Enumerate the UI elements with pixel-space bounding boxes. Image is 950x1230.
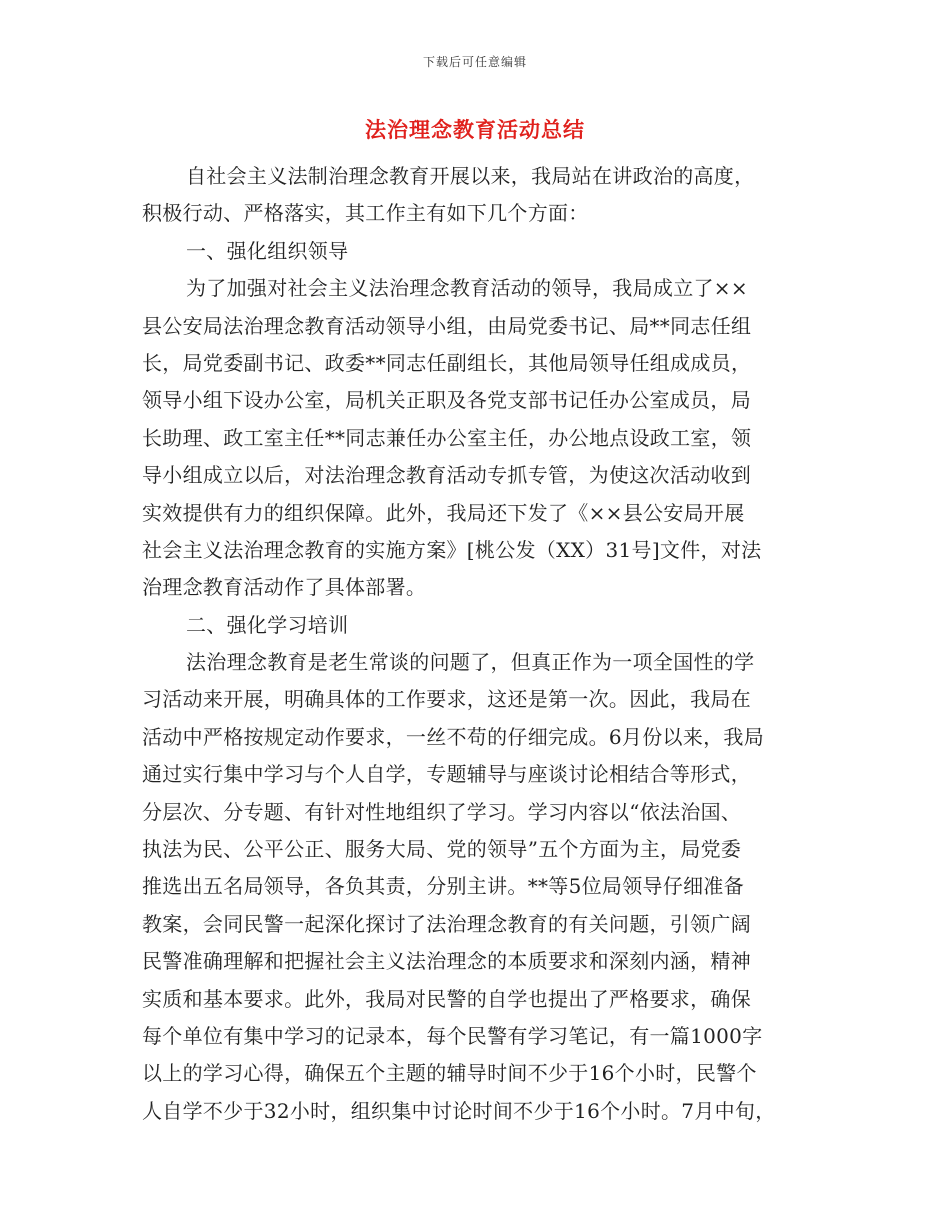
body-line: 通过实行集中学习与个人自学，专题辅导与座谈讨论相结合等形式， bbox=[142, 762, 751, 787]
body-line: 实质和基本要求。此外，我局对民警的自学也提出了严格要求，确保 bbox=[142, 986, 751, 1011]
body-line: 长助理、政工室主任**同志兼任办公室主任，办公地点设政工室，领 bbox=[142, 425, 752, 450]
body-line: 推选出五名局领导，各负其责，分别主讲。**等5位局领导仔细准备 bbox=[142, 874, 745, 899]
body-line: 县公安局法治理念教育活动领导小组，由局党委书记、局**同志任组 bbox=[142, 313, 752, 338]
page-header-note: 下载后可任意编辑 bbox=[422, 55, 527, 69]
document-title: 法治理念教育活动总结 bbox=[365, 117, 585, 142]
body-line: 领导小组下设办公室，局机关正职及各党支部书记任办公室成员，局 bbox=[142, 388, 751, 413]
body-line: 执法为民、公平公正、服务大局、党的领导”五个方面为主，局党委 bbox=[142, 837, 742, 862]
body-line: 活动中严格按规定动作要求，一丝不苟的仔细完成。6月份以来，我局 bbox=[142, 724, 765, 749]
body-line: 法治理念教育是老生常谈的问题了，但真正作为一项全国性的学 bbox=[186, 650, 755, 675]
body-line: 人自学不少于32小时，组织集中讨论时间不少于16个小时。7月中旬， bbox=[142, 1098, 776, 1123]
body-line: 一、强化组织领导 bbox=[186, 238, 349, 263]
body-line: 为了加强对社会主义法治理念教育活动的领导，我局成立了×× bbox=[186, 276, 748, 301]
body-line: 以上的学习心得，确保五个主题的辅导时间不少于16个小时，民警个 bbox=[142, 1061, 757, 1086]
body-line: 分层次、分专题、有针对性地组织了学习。学习内容以“依法治国、 bbox=[142, 799, 742, 824]
body-line: 治理念教育活动作了具体部署。 bbox=[142, 575, 427, 600]
body-line: 长，局党委副书记、政委**同志任副组长，其他局领导任组成成员， bbox=[142, 350, 752, 375]
body-line: 教案，会同民警一起深化探讨了法治理念教育的有关问题，引领广阔 bbox=[142, 911, 751, 936]
document-body bbox=[142, 158, 814, 1130]
body-line: 民警准确理解和把握社会主义法治理念的本质要求和深刻内涵，精神 bbox=[142, 949, 751, 974]
body-line: 导小组成立以后，对法治理念教育活动专抓专管，为使这次活动收到 bbox=[142, 463, 751, 488]
body-line: 二、强化学习培训 bbox=[186, 612, 349, 637]
body-line: 习活动来开展，明确具体的工作要求，这还是第一次。因此，我局在 bbox=[142, 687, 751, 712]
body-line: 自社会主义法制治理念教育开展以来，我局站在讲政治的高度， bbox=[186, 164, 755, 188]
body-line: 积极行动、严格落实，其工作主有如下几个方面： bbox=[142, 201, 589, 226]
body-line: 社会主义法治理念教育的实施方案》[桃公发（XX）31号]文件，对法 bbox=[142, 537, 762, 562]
body-line: 每个单位有集中学习的记录本，每个民警有学习笔记，有一篇1000字 bbox=[142, 1023, 763, 1048]
body-line: 实效提供有力的组织保障。此外，我局还下发了《××县公安局开展 bbox=[142, 500, 745, 525]
